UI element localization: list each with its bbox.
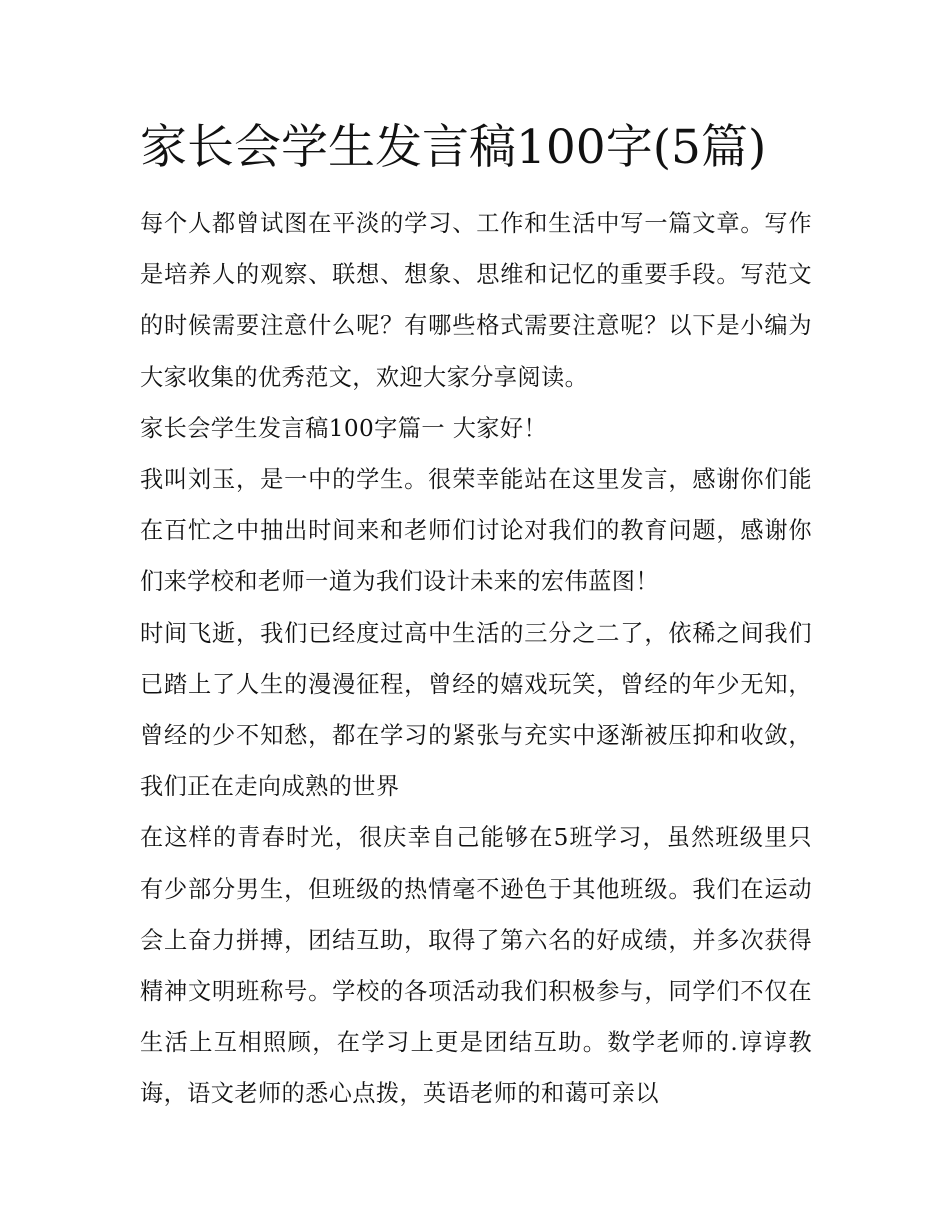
document-body bbox=[140, 198, 812, 1120]
section-heading-paragraph: 家长会学生发言稿100字篇一 大家好！ bbox=[140, 414, 548, 442]
body-paragraph: 时间飞逝，我们已经度过高中生活的三分之二了，依稀之间我们已踏上了人生的漫漫征程，曾经的嬉戏玩笑，曾经的年少无知，曾经的少不知愁，都在学习的紧张与充实中逐渐被压抑和收敛，我们正在走向成熟的世界 bbox=[140, 619, 812, 801]
document-title: 家长会学生发言稿100字(5篇) bbox=[140, 120, 767, 175]
body-paragraph: 我叫刘玉，是一中的学生。很荣幸能站在这里发言，感谢你们能在百忙之中抽出时间来和老师们讨论对我们的教育问题，感谢你们来学校和老师一道为我们设计未来的宏伟蓝图！ bbox=[140, 466, 812, 596]
body-paragraph: 在这样的青春时光，很庆幸自己能够在5班学习，虽然班级里只有少部分男生，但班级的热情毫不逊色于其他班级。我们在运动会上奋力拼搏，团结互助，取得了第六名的好成绩，并多次获得精神文明班称号。学校的各项活动我们积极参与，同学们不仅在生活上互相照顾，在学习上更是团结互助。数学老师的.谆谆教诲，语文老师的悉心点拨，英语老师的和蔼可亲以 bbox=[140, 824, 812, 1108]
intro-paragraph: 每个人都曾试图在平淡的学习、工作和生活中写一篇文章。写作是培养人的观察、联想、想象、思维和记忆的重要手段。写范文的时候需要注意什么呢？有哪些格式需要注意呢？以下是小编为大家收集的优秀范文，欢迎大家分享阅读。 bbox=[140, 210, 812, 391]
